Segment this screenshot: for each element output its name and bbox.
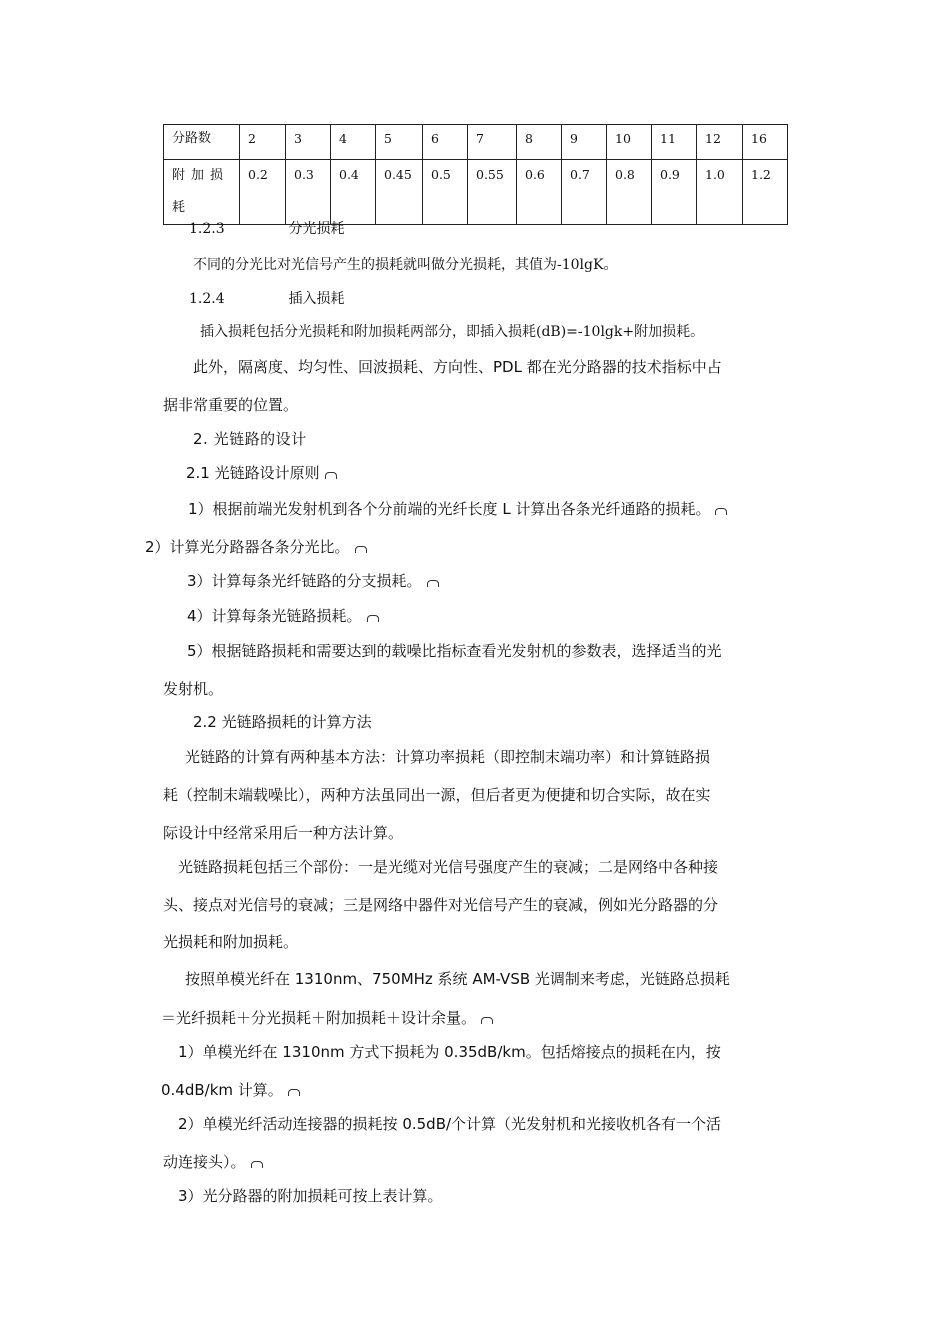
table-cell: 0.6: [517, 160, 562, 225]
paragraph-mark-icon: [251, 1161, 263, 1168]
table-cell: 1.0: [697, 160, 743, 225]
table-cell: 3: [286, 125, 331, 160]
paragraph-other-metrics-line: 此外，隔离度、均匀性、回波损耗、方向性、PDL 都在光分路器的技术指标中占: [193, 358, 722, 376]
paragraph-text: ＝光纤损耗＋分光损耗＋附加损耗＋设计余量。: [161, 1009, 477, 1027]
list-item: [187, 571, 439, 591]
paragraph-mark-icon: [427, 580, 439, 587]
paragraph-calc-methods-line: 耗（控制末端载噪比），两种方法虽同出一源，但后者更为便捷和切合实际，故在实: [163, 786, 711, 804]
list-item-text: 4）计算每条光链路损耗。: [187, 607, 362, 625]
paragraph-connector-loss-line: [163, 1152, 263, 1172]
paragraph-total-loss-line: 按照单模光纤在 1310nm、750MHz 系统 AM-VSB 光调制来考虑，光链路总损耗: [185, 970, 730, 988]
table-cell: 0.55: [468, 160, 517, 225]
table-header-cell: 分路数: [164, 125, 240, 160]
table-cell: 0.4: [331, 160, 376, 225]
paragraph-total-loss-line: [161, 1008, 493, 1028]
list-item: [188, 499, 727, 519]
table-header-cell: 附加损耗: [164, 160, 240, 225]
table-cell: 0.7: [562, 160, 607, 225]
paragraph-loss-parts-line: 光链路损耗包括三个部份：一是光缆对光信号强度产生的衰减；二是网络中各种接: [178, 858, 719, 876]
paragraph-splitter-extra-loss: 3）光分路器的附加损耗可按上表计算。: [178, 1187, 443, 1205]
list-item: [187, 606, 379, 626]
table-cell: 9: [562, 125, 607, 160]
paragraph-loss-parts-line: 头、接点对光信号的衰减；三是网络中器件对光信号产生的衰减，例如光分路器的分: [163, 896, 719, 914]
section-number: 1.2.4: [189, 291, 225, 307]
list-item: [145, 537, 367, 557]
paragraph-mark-icon: [481, 1017, 493, 1024]
table-cell: 12: [697, 125, 743, 160]
paragraph-text: 动连接头）。: [163, 1153, 246, 1171]
paragraph-fiber-loss-line: [161, 1080, 300, 1100]
table-cell: 2: [240, 125, 286, 160]
paragraph-mark-icon: [367, 615, 379, 622]
paragraph-calc-methods-line: 光链路的计算有两种基本方法：计算功率损耗（即控制末端功率）和计算链路损: [185, 748, 711, 766]
paragraph-loss-parts-line: 光损耗和附加损耗。: [163, 933, 299, 951]
heading-text: 2.1 光链路设计原则: [186, 464, 320, 482]
table-cell: 7: [468, 125, 517, 160]
list-item-text: 1）根据前端光发射机到各个分前端的光纤长度 L 计算出各条光纤通路的损耗。: [188, 500, 711, 518]
table-cell: 0.3: [286, 160, 331, 225]
table-cell: 11: [652, 125, 697, 160]
table-cell: 0.5: [423, 160, 468, 225]
table-row-extra-loss: [164, 160, 788, 225]
table-cell: 10: [607, 125, 652, 160]
list-item: 5）根据链路损耗和需要达到的载噪比指标查看光发射机的参数表，选择适当的光: [187, 642, 722, 660]
section-heading-1-2-4: [189, 289, 345, 309]
section-number: 1.2.3: [189, 221, 225, 237]
table-cell: 8: [517, 125, 562, 160]
section-title: 分光损耗: [288, 221, 345, 237]
list-item-continuation: 发射机。: [163, 680, 224, 698]
table-cell: 1.2: [743, 160, 788, 225]
table-cell: 4: [331, 125, 376, 160]
splitter-loss-table: [163, 124, 788, 225]
table-cell: 0.8: [607, 160, 652, 225]
section-title: 插入损耗: [288, 291, 345, 307]
heading-design-principles: [186, 463, 337, 483]
paragraph-mark-icon: [325, 472, 337, 479]
paragraph-mark-icon: [715, 508, 727, 515]
list-item-text: 3）计算每条光纤链路的分支损耗。: [187, 572, 422, 590]
table-cell: 0.45: [376, 160, 423, 225]
paragraph-calc-methods-line: 际设计中经常采用后一种方法计算。: [163, 824, 404, 842]
paragraph-mark-icon: [355, 546, 367, 553]
table-cell: 6: [423, 125, 468, 160]
paragraph-split-loss: 不同的分光比对光信号产生的损耗就叫做分光损耗，其值为-10lgK。: [193, 257, 618, 273]
table-cell: 5: [376, 125, 423, 160]
list-item-text: 2）计算光分路器各条分光比。: [145, 538, 350, 556]
table-row-branch-count: [164, 125, 788, 160]
table-cell: 0.2: [240, 160, 286, 225]
section-heading-1-2-3: [189, 219, 345, 239]
paragraph-text: 0.4dB/km 计算。: [161, 1081, 283, 1099]
paragraph-mark-icon: [288, 1089, 300, 1096]
table-cell: 0.9: [652, 160, 697, 225]
heading-optical-link-design: 2. 光链路的设计: [193, 430, 307, 448]
paragraph-insertion-loss: 插入损耗包括分光损耗和附加损耗两部分，即插入损耗(dB)=-10lgk+附加损耗。: [200, 324, 705, 340]
paragraph-connector-loss-line: 2）单模光纤活动连接器的损耗按 0.5dB/个计算（光发射机和光接收机各有一个活: [178, 1115, 722, 1133]
heading-loss-calculation: 2.2 光链路损耗的计算方法: [193, 713, 372, 731]
paragraph-fiber-loss-line: 1）单模光纤在 1310nm 方式下损耗为 0.35dB/km。包括熔接点的损耗在内，按: [178, 1043, 721, 1061]
paragraph-other-metrics-line: 据非常重要的位置。: [163, 396, 299, 414]
table-cell: 16: [743, 125, 788, 160]
